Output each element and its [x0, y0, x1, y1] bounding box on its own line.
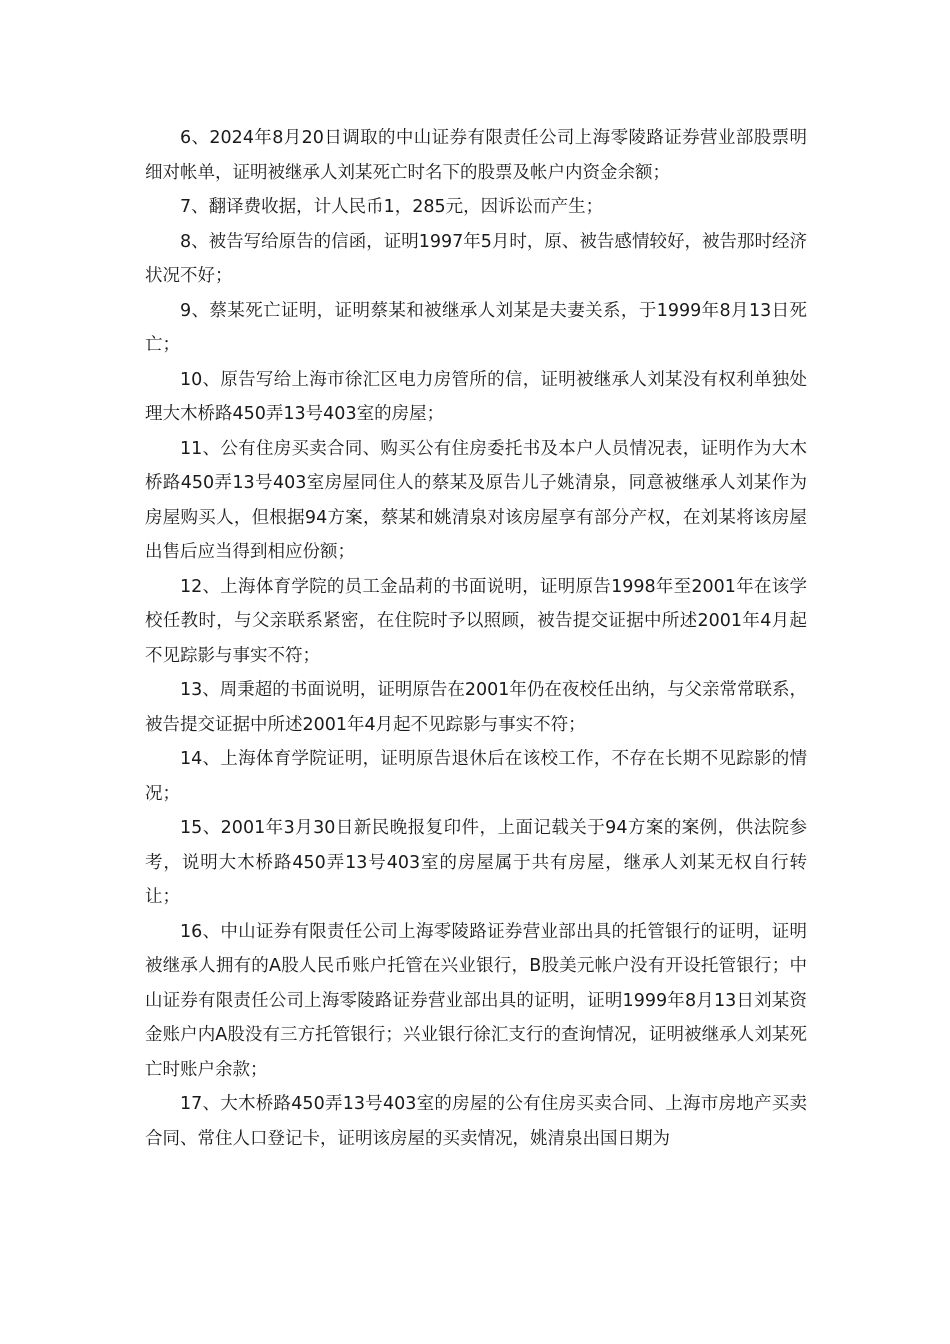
evidence-item-10: 10、原告写给上海市徐汇区电力房管所的信，证明被继承人刘某没有权利单独处理大木桥路450弄13号403室的房屋；	[145, 369, 807, 424]
evidence-item-8: 8、被告写给原告的信函，证明1997年5月时，原、被告感情较好，被告那时经济状况不好；	[145, 231, 807, 286]
evidence-item-15: 15、2001年3月30日新民晚报复印件，上面记载关于94方案的案例，供法院参考，说明大木桥路450弄13号403室的房屋属于共有房屋，继承人刘某无权自行转让；	[145, 818, 807, 907]
evidence-item-16: 16、中山证券有限责任公司上海零陵路证券营业部出具的托管银行的证明，证明被继承人拥有的A股人民币账户托管在兴业银行，B股美元帐户没有开设托管银行；中山证券有限责任公司上海零陵路证券营业部出具的证明，证明1999年8月13日刘某资金账户内A股没有三方托管银行；兴业银行徐汇支行的查询情况，证明被继承人刘某死亡时账户余款；	[145, 921, 807, 1080]
evidence-item-7: 7、翻译费收据，计人民币1，285元，因诉讼而产生；	[180, 197, 604, 217]
evidence-item-12: 12、上海体育学院的员工金品莉的书面说明，证明原告1998年至2001年在该学校任教时，与父亲联系紧密，在住院时予以照顾，被告提交证据中所述2001年4月起不见踪影与事实不符；	[145, 576, 807, 666]
evidence-item-9: 9、蔡某死亡证明，证明蔡某和被继承人刘某是夫妻关系，于1999年8月13日死亡；	[145, 300, 807, 355]
evidence-item-13: 13、周秉超的书面说明，证明原告在2001年仍在夜校任出纳，与父亲常常联系，被告提交证据中所述2001年4月起不见踪影与事实不符；	[145, 680, 807, 735]
evidence-item-17: 17、大木桥路450弄13号403室的房屋的公有住房买卖合同、上海市房地产买卖合同、常住人口登记卡，证明该房屋的买卖情况，姚清泉出国日期为	[145, 1094, 807, 1149]
document-body	[145, 121, 807, 1156]
evidence-item-14: 14、上海体育学院证明，证明原告退休后在该校工作，不存在长期不见踪影的情况；	[145, 749, 807, 804]
evidence-item-6: 6、2024年8月20日调取的中山证券有限责任公司上海零陵路证券营业部股票明细对帐单，证明被继承人刘某死亡时名下的股票及帐户内资金余额；	[145, 128, 807, 183]
evidence-item-11: 11、公有住房买卖合同、购买公有住房委托书及本户人员情况表，证明作为大木桥路450弄13号403室房屋同住人的蔡某及原告儿子姚清泉，同意被继承人刘某作为房屋购买人，但根据94方案，蔡某和姚清泉对该房屋享有部分产权，在刘某将该房屋出售后应当得到相应份额；	[145, 438, 807, 562]
